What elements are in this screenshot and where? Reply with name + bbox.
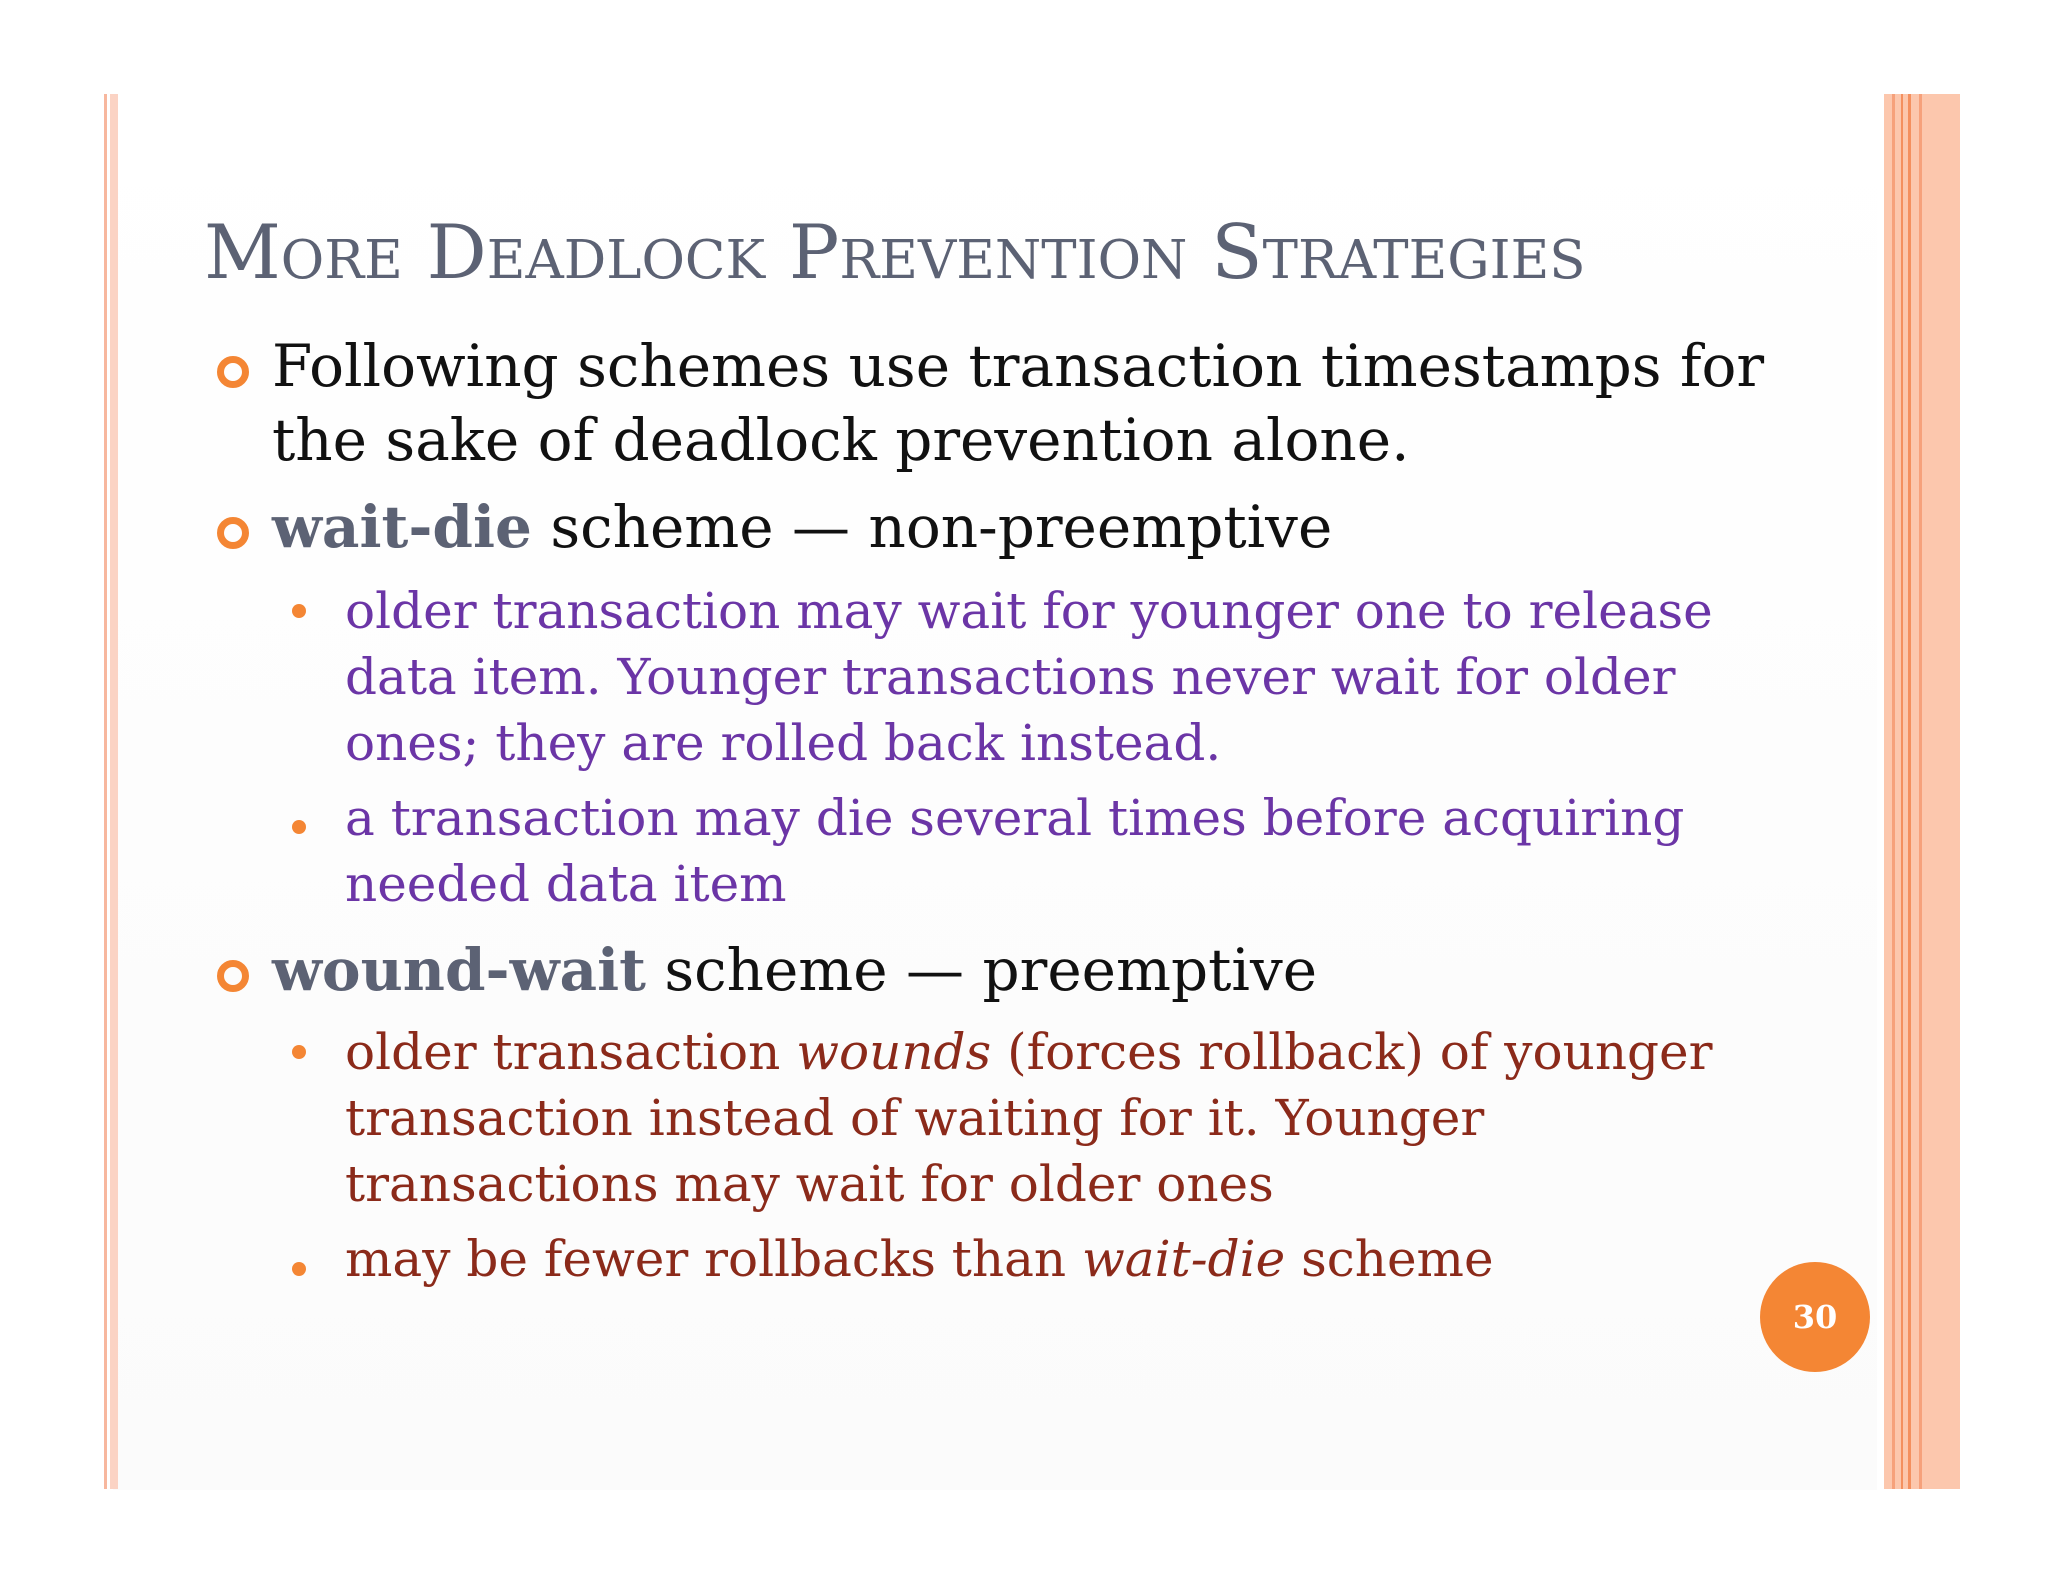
- dot-bullet-icon: [292, 1045, 306, 1059]
- dot-bullet-icon: [292, 1262, 306, 1276]
- left-decorative-rule: [104, 94, 107, 1489]
- keyword-wait-die: wait-die: [272, 493, 532, 561]
- sub-bullet-line: data item. Younger transactions never wait for older: [345, 648, 1676, 706]
- emphasis-wounds: wounds: [796, 1023, 992, 1081]
- bullet-wait-die-text: scheme — non-preemptive: [550, 493, 1333, 561]
- sub-bullet-wait-die-2: [345, 785, 1684, 917]
- right-decorative-line: [1892, 94, 1895, 1489]
- ring-bullet-icon: [217, 960, 249, 992]
- sub-bullet-line: ones; they are rolled back instead.: [345, 714, 1222, 772]
- sub-bullet-wound-wait-2: [345, 1226, 1494, 1292]
- sub-bullet-text: may be fewer rollbacks than: [345, 1230, 1082, 1288]
- bullet-intro-line-1: Following schemes use transaction timestamps for: [272, 332, 1765, 400]
- bullet-wound-wait-text: scheme — preemptive: [664, 936, 1318, 1004]
- sub-bullet-text: scheme: [1285, 1230, 1494, 1288]
- sub-bullet-line: older transaction may wait for younger one to release: [345, 582, 1713, 640]
- keyword-wound-wait: wound-wait: [272, 936, 646, 1004]
- sub-bullet-line: transactions may wait for older ones: [345, 1155, 1274, 1213]
- sub-bullet-text: (forces rollback) of younger: [991, 1023, 1713, 1081]
- sub-bullet-line: needed data item: [345, 855, 787, 913]
- dot-bullet-icon: [292, 604, 306, 618]
- right-decorative-line: [1901, 94, 1903, 1489]
- emphasis-wait-die: wait-die: [1082, 1230, 1286, 1288]
- ring-bullet-icon: [217, 517, 249, 549]
- ring-bullet-icon: [217, 356, 249, 388]
- bullet-intro: [272, 329, 1812, 477]
- right-decorative-line: [1919, 94, 1922, 1489]
- dot-bullet-icon: [292, 820, 306, 834]
- slide-title-text: More Deadlock Prevention Strategies: [204, 208, 1586, 296]
- right-decorative-band: [1884, 94, 1960, 1489]
- sub-bullet-line: transaction instead of waiting for it. Younger: [345, 1089, 1485, 1147]
- sub-bullet-line: a transaction may die several times before acquiring: [345, 789, 1685, 847]
- sub-bullet-wait-die-1: [345, 578, 1713, 776]
- page-number-badge: 30: [1760, 1262, 1870, 1372]
- bullet-wait-die: [272, 490, 1332, 564]
- left-decorative-rule-inner: [110, 94, 118, 1489]
- right-decorative-line: [1908, 94, 1911, 1489]
- bullet-intro-line-2: the sake of deadlock prevention alone.: [272, 406, 1410, 474]
- bullet-wound-wait: [272, 933, 1317, 1007]
- slide-title: [204, 208, 1586, 296]
- sub-bullet-wound-wait-1: [345, 1019, 1713, 1217]
- sub-bullet-text: older transaction: [345, 1023, 797, 1081]
